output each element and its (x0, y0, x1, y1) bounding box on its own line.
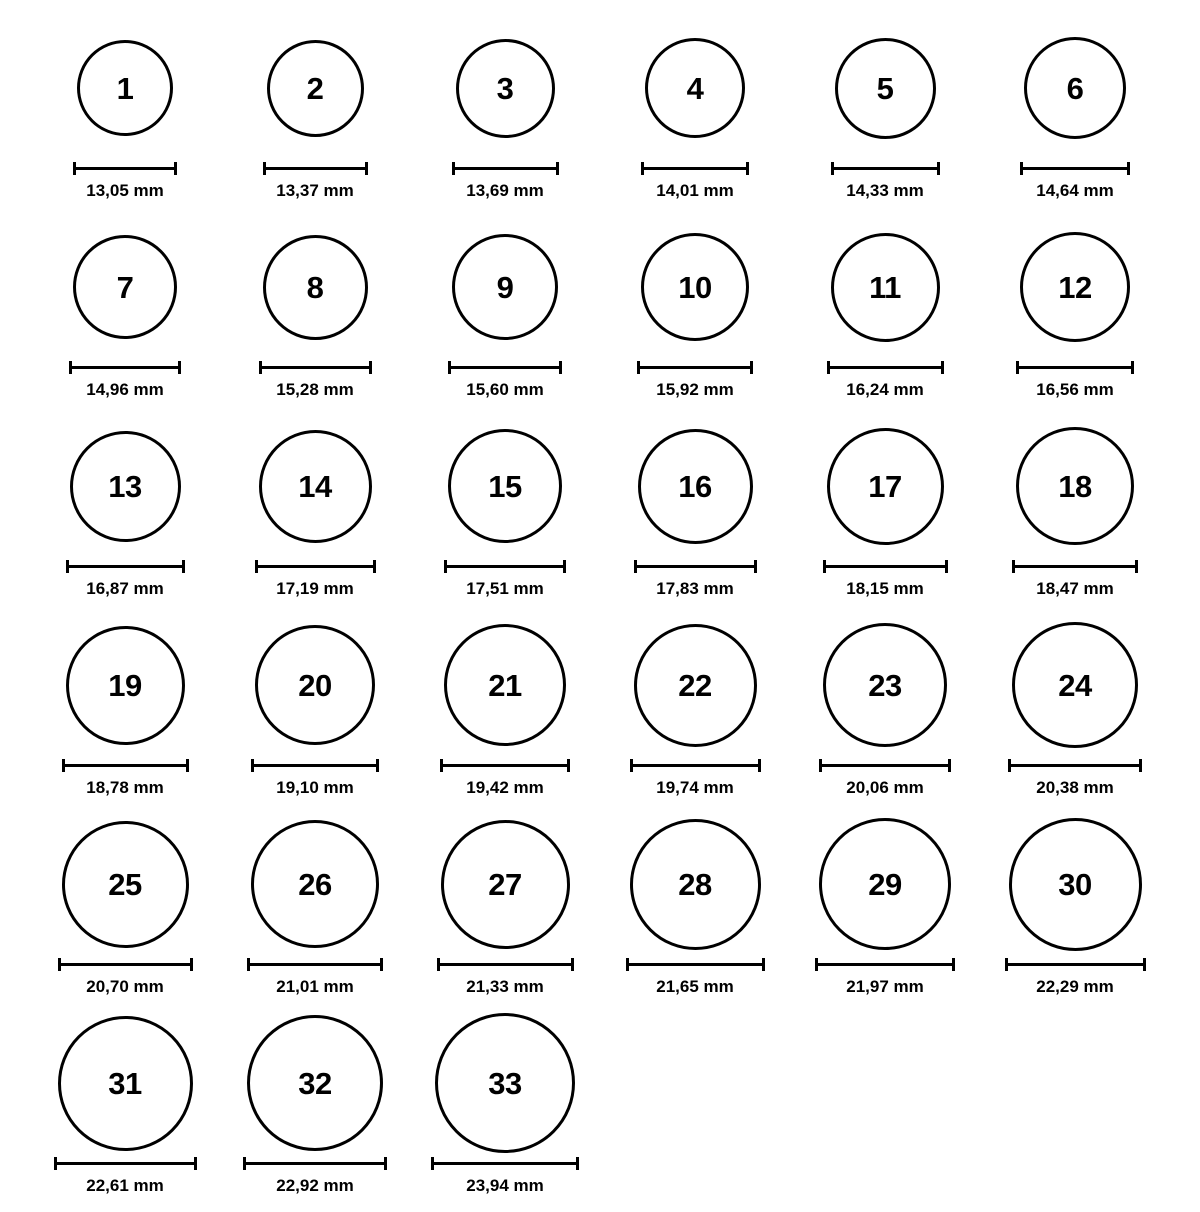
ring-circle-wrap (456, 18, 555, 158)
ring-circle-wrap (827, 416, 944, 556)
ring-size-number: 8 (306, 269, 324, 305)
ring-size-cell (220, 814, 410, 1013)
ring-size-number: 4 (686, 70, 704, 106)
measure-line-icon (1020, 162, 1130, 174)
diameter-measure-bar (827, 359, 944, 375)
diameter-label: 21,97 mm (846, 977, 924, 996)
ring-size-cell (30, 18, 220, 217)
ring-circle-wrap (630, 814, 761, 954)
ring-circle-wrap (645, 18, 745, 158)
ring-size-cell (410, 217, 600, 416)
measure-cap-right-icon (194, 1157, 197, 1170)
ring-size-number: 13 (108, 468, 142, 504)
diameter-measure-bar (58, 956, 193, 972)
ring-circle (73, 235, 177, 339)
measure-cap-right-icon (746, 162, 749, 175)
measure-cap-right-icon (1139, 759, 1142, 772)
diameter-measure-bar (448, 359, 562, 375)
ring-circle (641, 233, 749, 341)
diameter-measure-bar (815, 956, 955, 972)
ring-circle-wrap (441, 814, 570, 954)
measure-line-icon (815, 958, 955, 970)
measure-line-icon (440, 759, 570, 771)
ring-circle (259, 430, 372, 543)
ring-size-number: 3 (496, 70, 514, 106)
measure-cap-left-icon (1012, 560, 1015, 573)
ring-circle (831, 233, 940, 342)
ring-size-number: 16 (678, 468, 712, 504)
ring-circle (819, 818, 951, 950)
measure-line-icon (831, 162, 940, 174)
ring-size-cell (410, 814, 600, 1013)
ring-size-cell (980, 814, 1170, 1013)
diameter-label: 16,87 mm (86, 579, 164, 598)
ring-size-number: 28 (678, 866, 712, 902)
ring-size-number: 31 (108, 1065, 142, 1101)
ring-size-cell (220, 416, 410, 615)
ring-circle-wrap (70, 416, 181, 556)
measure-cap-left-icon (62, 759, 65, 772)
measure-cap-left-icon (819, 759, 822, 772)
measure-cap-left-icon (259, 361, 262, 374)
measure-line-icon (66, 560, 185, 572)
ring-size-number: 7 (116, 269, 134, 305)
measure-line-icon (58, 958, 193, 970)
ring-circle-wrap (835, 18, 936, 158)
measure-line-icon (827, 361, 944, 373)
ring-circle (58, 1016, 193, 1151)
measure-cap-right-icon (186, 759, 189, 772)
diameter-measure-bar (62, 757, 189, 773)
measure-cap-right-icon (190, 958, 193, 971)
measure-cap-right-icon (380, 958, 383, 971)
ring-size-cell (220, 615, 410, 814)
measure-line-icon (431, 1157, 579, 1169)
diameter-measure-bar (1012, 558, 1138, 574)
measure-cap-left-icon (243, 1157, 246, 1170)
ring-circle-wrap (1024, 18, 1126, 158)
ring-size-number: 32 (298, 1065, 332, 1101)
ring-circle (255, 625, 375, 745)
measure-cap-left-icon (69, 361, 72, 374)
ring-circle-wrap (1016, 416, 1134, 556)
measure-cap-right-icon (758, 759, 761, 772)
ring-size-number: 11 (869, 269, 901, 305)
measure-cap-left-icon (431, 1157, 434, 1170)
ring-size-number: 27 (488, 866, 522, 902)
ring-circle-wrap (73, 217, 177, 357)
ring-circle (1024, 37, 1126, 139)
ring-size-cell (410, 416, 600, 615)
measure-cap-right-icon (1127, 162, 1130, 175)
measure-line-icon (630, 759, 761, 771)
measure-line-icon (641, 162, 749, 174)
ring-size-number: 33 (488, 1065, 522, 1101)
ring-circle-wrap (58, 1013, 193, 1153)
ring-circle-wrap (823, 615, 947, 755)
ring-size-cell (410, 1013, 600, 1212)
diameter-label: 18,15 mm (846, 579, 924, 598)
measure-cap-right-icon (178, 361, 181, 374)
ring-circle-wrap (1020, 217, 1130, 357)
measure-cap-left-icon (827, 361, 830, 374)
ring-size-cell (980, 416, 1170, 615)
diameter-label: 21,01 mm (276, 977, 354, 996)
diameter-label: 18,47 mm (1036, 579, 1114, 598)
diameter-label: 20,06 mm (846, 778, 924, 797)
measure-cap-left-icon (1016, 361, 1019, 374)
ring-size-cell (600, 18, 790, 217)
measure-cap-right-icon (750, 361, 753, 374)
measure-cap-left-icon (251, 759, 254, 772)
measure-cap-right-icon (571, 958, 574, 971)
diameter-label: 17,19 mm (276, 579, 354, 598)
ring-circle-wrap (263, 217, 368, 357)
ring-size-number: 25 (108, 866, 142, 902)
diameter-label: 13,05 mm (86, 181, 164, 200)
diameter-label: 19,74 mm (656, 778, 734, 797)
measure-line-icon (634, 560, 757, 572)
diameter-label: 16,56 mm (1036, 380, 1114, 399)
measure-cap-left-icon (54, 1157, 57, 1170)
ring-circle (1009, 818, 1142, 951)
diameter-measure-bar (54, 1155, 197, 1171)
measure-cap-left-icon (58, 958, 61, 971)
measure-cap-right-icon (373, 560, 376, 573)
measure-cap-left-icon (641, 162, 644, 175)
measure-cap-left-icon (831, 162, 834, 175)
ring-size-cell (30, 1013, 220, 1212)
diameter-label: 15,28 mm (276, 380, 354, 399)
diameter-label: 16,24 mm (846, 380, 924, 399)
diameter-measure-bar (66, 558, 185, 574)
diameter-measure-bar (831, 160, 940, 176)
diameter-label: 15,60 mm (466, 380, 544, 399)
measure-cap-left-icon (1005, 958, 1008, 971)
diameter-measure-bar (440, 757, 570, 773)
ring-circle (267, 40, 364, 137)
ring-size-cell (410, 18, 600, 217)
diameter-label: 21,65 mm (656, 977, 734, 996)
measure-line-icon (73, 162, 177, 174)
measure-cap-right-icon (762, 958, 765, 971)
ring-circle-wrap (77, 18, 173, 158)
diameter-label: 13,69 mm (466, 181, 544, 200)
diameter-label: 14,33 mm (846, 181, 924, 200)
measure-cap-left-icon (823, 560, 826, 573)
ring-size-number: 6 (1066, 70, 1084, 106)
diameter-measure-bar (1016, 359, 1134, 375)
measure-cap-right-icon (559, 361, 562, 374)
ring-circle-wrap (255, 615, 375, 755)
ring-size-cell (980, 18, 1170, 217)
ring-size-cell (600, 416, 790, 615)
ring-circle-wrap (435, 1013, 575, 1153)
diameter-measure-bar (263, 160, 368, 176)
ring-size-number: 29 (868, 866, 902, 902)
diameter-measure-bar (259, 359, 372, 375)
diameter-measure-bar (637, 359, 753, 375)
ring-circle-wrap (267, 18, 364, 158)
ring-circle (66, 626, 185, 745)
ring-size-number: 20 (298, 667, 332, 703)
ring-circle (448, 429, 562, 543)
ring-circle (70, 431, 181, 542)
ring-size-cell (220, 217, 410, 416)
measure-cap-left-icon (1008, 759, 1011, 772)
measure-cap-right-icon (576, 1157, 579, 1170)
ring-size-number: 24 (1058, 667, 1092, 703)
measure-line-icon (251, 759, 379, 771)
measure-line-icon (255, 560, 376, 572)
ring-size-number: 23 (868, 667, 902, 703)
diameter-measure-bar (634, 558, 757, 574)
measure-cap-left-icon (1020, 162, 1023, 175)
ring-size-grid (30, 18, 1170, 1212)
diameter-measure-bar (255, 558, 376, 574)
ring-circle-wrap (1009, 814, 1142, 954)
diameter-label: 17,51 mm (466, 579, 544, 598)
ring-size-number: 22 (678, 667, 712, 703)
ring-size-number: 18 (1058, 468, 1092, 504)
measure-cap-left-icon (437, 958, 440, 971)
ring-circle (456, 39, 555, 138)
ring-circle (1016, 427, 1134, 545)
ring-size-cell (220, 1013, 410, 1212)
measure-line-icon (247, 958, 383, 970)
measure-cap-right-icon (1135, 560, 1138, 573)
diameter-label: 13,37 mm (276, 181, 354, 200)
ring-size-cell (980, 615, 1170, 814)
ring-circle (62, 821, 189, 948)
ring-size-number: 2 (306, 70, 324, 106)
ring-circle (827, 428, 944, 545)
ring-size-number: 10 (678, 269, 712, 305)
measure-cap-left-icon (255, 560, 258, 573)
measure-line-icon (437, 958, 574, 970)
measure-line-icon (69, 361, 181, 373)
ring-circle (823, 623, 947, 747)
ring-circle (638, 429, 753, 544)
ring-size-cell (790, 18, 980, 217)
measure-cap-left-icon (448, 361, 451, 374)
measure-cap-left-icon (247, 958, 250, 971)
ring-size-cell (980, 217, 1170, 416)
measure-cap-right-icon (1131, 361, 1134, 374)
ring-circle (835, 38, 936, 139)
measure-line-icon (263, 162, 368, 174)
diameter-measure-bar (1020, 160, 1130, 176)
ring-size-cell (30, 416, 220, 615)
measure-cap-right-icon (754, 560, 757, 573)
measure-line-icon (823, 560, 948, 572)
ring-circle (645, 38, 745, 138)
measure-cap-left-icon (263, 162, 266, 175)
diameter-measure-bar (437, 956, 574, 972)
measure-cap-left-icon (634, 560, 637, 573)
diameter-measure-bar (444, 558, 566, 574)
measure-cap-right-icon (937, 162, 940, 175)
ring-circle-wrap (452, 217, 558, 357)
measure-cap-right-icon (376, 759, 379, 772)
ring-circle-wrap (634, 615, 757, 755)
ring-circle-wrap (259, 416, 372, 556)
ring-size-cell (30, 615, 220, 814)
ring-circle (634, 624, 757, 747)
diameter-measure-bar (243, 1155, 387, 1171)
ring-circle-wrap (641, 217, 749, 357)
ring-size-cell (790, 416, 980, 615)
ring-size-cell (410, 615, 600, 814)
ring-size-number: 19 (108, 667, 142, 703)
diameter-measure-bar (431, 1155, 579, 1171)
measure-cap-left-icon (66, 560, 69, 573)
measure-cap-left-icon (626, 958, 629, 971)
ring-size-cell (30, 217, 220, 416)
ring-circle-wrap (638, 416, 753, 556)
ring-size-number: 12 (1058, 269, 1092, 305)
diameter-label: 18,78 mm (86, 778, 164, 797)
diameter-label: 20,38 mm (1036, 778, 1114, 797)
ring-size-number: 26 (298, 866, 332, 902)
ring-size-number: 9 (496, 269, 514, 305)
measure-line-icon (637, 361, 753, 373)
ring-circle-wrap (819, 814, 951, 954)
ring-circle-wrap (448, 416, 562, 556)
measure-cap-left-icon (444, 560, 447, 573)
ring-size-number: 15 (488, 468, 522, 504)
measure-line-icon (1008, 759, 1142, 771)
diameter-measure-bar (626, 956, 765, 972)
ring-size-cell (790, 814, 980, 1013)
measure-cap-left-icon (630, 759, 633, 772)
ring-circle (452, 234, 558, 340)
measure-cap-right-icon (567, 759, 570, 772)
ring-size-cell (790, 615, 980, 814)
measure-cap-right-icon (369, 361, 372, 374)
measure-cap-left-icon (452, 162, 455, 175)
measure-cap-left-icon (73, 162, 76, 175)
ring-circle (1012, 622, 1138, 748)
ring-circle (444, 624, 566, 746)
measure-line-icon (243, 1157, 387, 1169)
measure-line-icon (1016, 361, 1134, 373)
measure-cap-right-icon (952, 958, 955, 971)
ring-size-number: 14 (298, 468, 332, 504)
ring-circle-wrap (444, 615, 566, 755)
ring-circle (263, 235, 368, 340)
ring-circle-wrap (1012, 615, 1138, 755)
ring-size-number: 17 (868, 468, 902, 504)
ring-size-number: 5 (876, 70, 894, 106)
ring-circle-wrap (66, 615, 185, 755)
measure-line-icon (626, 958, 765, 970)
measure-cap-right-icon (1143, 958, 1146, 971)
diameter-label: 22,92 mm (276, 1176, 354, 1195)
measure-cap-right-icon (384, 1157, 387, 1170)
diameter-measure-bar (630, 757, 761, 773)
measure-cap-left-icon (815, 958, 818, 971)
ring-size-number: 30 (1058, 866, 1092, 902)
ring-circle-wrap (831, 217, 940, 357)
diameter-label: 20,70 mm (86, 977, 164, 996)
diameter-label: 14,64 mm (1036, 181, 1114, 200)
ring-size-number: 21 (488, 667, 522, 703)
diameter-label: 22,61 mm (86, 1176, 164, 1195)
ring-size-cell (220, 18, 410, 217)
ring-circle (630, 819, 761, 950)
measure-cap-left-icon (440, 759, 443, 772)
measure-cap-right-icon (556, 162, 559, 175)
ring-size-cell (600, 217, 790, 416)
ring-circle (435, 1013, 575, 1153)
diameter-measure-bar (452, 160, 559, 176)
ring-size-cell (600, 615, 790, 814)
measure-line-icon (259, 361, 372, 373)
measure-line-icon (444, 560, 566, 572)
ring-circle-wrap (62, 814, 189, 954)
diameter-label: 22,29 mm (1036, 977, 1114, 996)
measure-cap-right-icon (563, 560, 566, 573)
measure-line-icon (819, 759, 951, 771)
measure-cap-right-icon (182, 560, 185, 573)
measure-cap-right-icon (174, 162, 177, 175)
ring-circle-wrap (251, 814, 379, 954)
diameter-measure-bar (69, 359, 181, 375)
diameter-measure-bar (251, 757, 379, 773)
ring-circle-wrap (247, 1013, 383, 1153)
ring-circle (247, 1015, 383, 1151)
measure-line-icon (54, 1157, 197, 1169)
diameter-measure-bar (819, 757, 951, 773)
ring-size-cell (790, 217, 980, 416)
ring-size-cell (30, 814, 220, 1013)
measure-cap-right-icon (948, 759, 951, 772)
ring-circle (77, 40, 173, 136)
ring-size-cell (600, 814, 790, 1013)
diameter-measure-bar (823, 558, 948, 574)
ring-size-number: 1 (116, 70, 134, 106)
measure-cap-right-icon (945, 560, 948, 573)
diameter-label: 21,33 mm (466, 977, 544, 996)
diameter-measure-bar (1008, 757, 1142, 773)
measure-line-icon (1012, 560, 1138, 572)
measure-cap-left-icon (637, 361, 640, 374)
diameter-measure-bar (247, 956, 383, 972)
ring-circle (441, 820, 570, 949)
diameter-label: 14,01 mm (656, 181, 734, 200)
diameter-label: 23,94 mm (466, 1176, 544, 1195)
measure-line-icon (452, 162, 559, 174)
measure-line-icon (448, 361, 562, 373)
diameter-label: 14,96 mm (86, 380, 164, 399)
diameter-measure-bar (1005, 956, 1146, 972)
diameter-label: 19,42 mm (466, 778, 544, 797)
diameter-label: 19,10 mm (276, 778, 354, 797)
ring-circle (251, 820, 379, 948)
diameter-label: 17,83 mm (656, 579, 734, 598)
diameter-measure-bar (641, 160, 749, 176)
diameter-label: 15,92 mm (656, 380, 734, 399)
measure-cap-right-icon (365, 162, 368, 175)
measure-line-icon (1005, 958, 1146, 970)
measure-line-icon (62, 759, 189, 771)
ring-circle (1020, 232, 1130, 342)
measure-cap-right-icon (941, 361, 944, 374)
diameter-measure-bar (73, 160, 177, 176)
